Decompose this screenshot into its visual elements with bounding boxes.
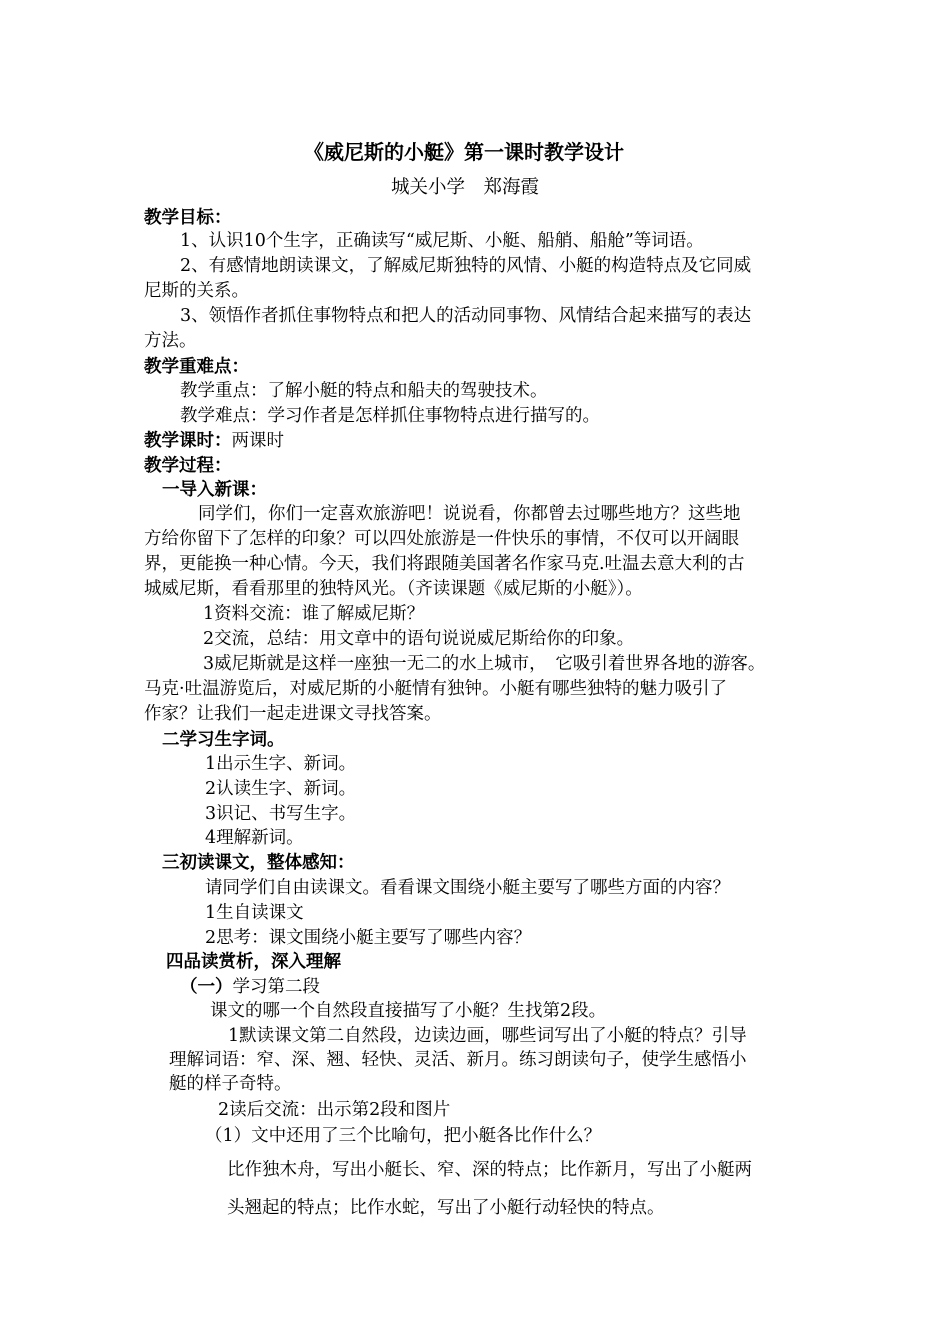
section-heading-process: 教学过程： [144,456,232,476]
class-hours [144,429,284,453]
intro-paragraph-line-2: 方给你留下了怎样的印象？可以四处旅游是一件快乐的事情，不仅可以开阔眼 [144,529,739,549]
analysis-subquestion-1: （1）文中还用了三个比喻句，把小艇各比作什么？ [205,1126,602,1146]
class-hours-value: 两课时 [231,431,284,451]
analysis-item-1-line-1: 1默读课文第二自然段，边读边画，哪些词写出了小艇的特点？引导 [228,1026,747,1046]
analysis-question: 课文的哪一个自然段直接描写了小艇？生找第2段。 [210,1001,607,1021]
intro-paragraph-line-3: 界，更能换一种心情。今天，我们将跟随美国著名作家马克.吐温去意大利的古 [144,554,745,574]
step-heading-analysis: 四品读赏析，深入理解 [166,952,341,972]
intro-item-3-line-2: 马克·吐温游览后，对威尼斯的小艇情有独钟。小艇有哪些独特的魅力吸引了 [144,679,728,699]
intro-item-3-line-3: 作家？让我们一起走进课文寻找答案。 [144,704,442,724]
document-author: 城关小学 郑海霞 [391,177,540,198]
section-heading-class-hours: 教学课时： [144,431,232,451]
intro-item-2: 2交流，总结：用文章中的语句说说威尼斯给你的印象。 [203,629,635,649]
vocabulary-item-2: 2认读生字、新词。 [205,779,357,799]
vocabulary-item-1: 1出示生字、新词。 [205,754,357,774]
analysis-item-1-line-2: 理解词语：窄、深、翘、轻快、灵活、新月。练习朗读句子，使学生感悟小 [169,1050,747,1070]
objective-1: 1、认识10个生字，正确读写“威尼斯、小艇、船艄、船舱”等词语。 [180,231,704,251]
analysis-answer-line-2: 头翘起的特点；比作水蛇，写出了小艇行动轻快的特点。 [227,1198,665,1218]
intro-item-1: 1资料交流：谁了解威尼斯？ [203,604,425,624]
vocabulary-item-3: 3识记、书写生字。 [205,804,357,824]
step-heading-vocabulary: 二学习生字词。 [162,730,285,750]
first-reading-item-2: 2思考：课文围绕小艇主要写了哪些内容？ [205,928,532,948]
section-heading-key-points: 教学重难点： [144,357,249,377]
step-heading-intro: 一导入新课： [162,480,267,500]
first-reading-instruction: 请同学们自由读课文。看看课文围绕小艇主要写了哪些方面的内容？ [205,878,730,898]
vocabulary-item-4: 4理解新词。 [205,828,304,848]
step-heading-first-reading: 三初读课文，整体感知： [162,853,355,873]
intro-paragraph-line-1: 同学们，你们一定喜欢旅游吧！说说看，你都曾去过哪些地方？这些地 [198,504,741,524]
intro-item-3-line-1: 3威尼斯就是这样一座独一无二的水上城市， 它吸引着世界各地的游客。 [203,654,766,674]
difficult-point: 教学难点：学习作者是怎样抓住事物特点进行描写的。 [180,406,600,426]
intro-paragraph-line-4: 城威尼斯，看看那里的独特风光。（齐读课题《威尼斯的小艇》）。 [144,579,643,599]
analysis-item-1-line-3: 艇的样子奇特。 [169,1074,292,1094]
document-title: 《威尼斯的小艇》第一课时教学设计 [304,140,624,164]
analysis-subsection-number: （一） [180,977,233,997]
objective-3-line-2: 方法。 [144,331,197,351]
analysis-answer-line-1: 比作独木舟，写出小艇长、窄、深的特点；比作新月，写出了小艇两 [227,1160,752,1180]
objective-2-line-1: 2、有感情地朗读课文，了解威尼斯独特的风情、小艇的构造特点及它同威 [180,256,752,276]
objective-2-line-2: 尼斯的关系。 [144,281,249,301]
section-heading-objectives: 教学目标： [144,208,232,228]
first-reading-item-1: 1生自读课文 [205,903,304,923]
analysis-subsection-title: 学习第二段 [232,977,320,997]
analysis-subsection [180,975,320,999]
objective-3-line-1: 3、领悟作者抓住事物特点和把人的活动同事物、风情结合起来描写的表达 [180,306,752,326]
analysis-item-2: 2读后交流：出示第2段和图片 [218,1100,451,1120]
key-point: 教学重点：了解小艇的特点和船夫的驾驶技术。 [180,381,548,401]
